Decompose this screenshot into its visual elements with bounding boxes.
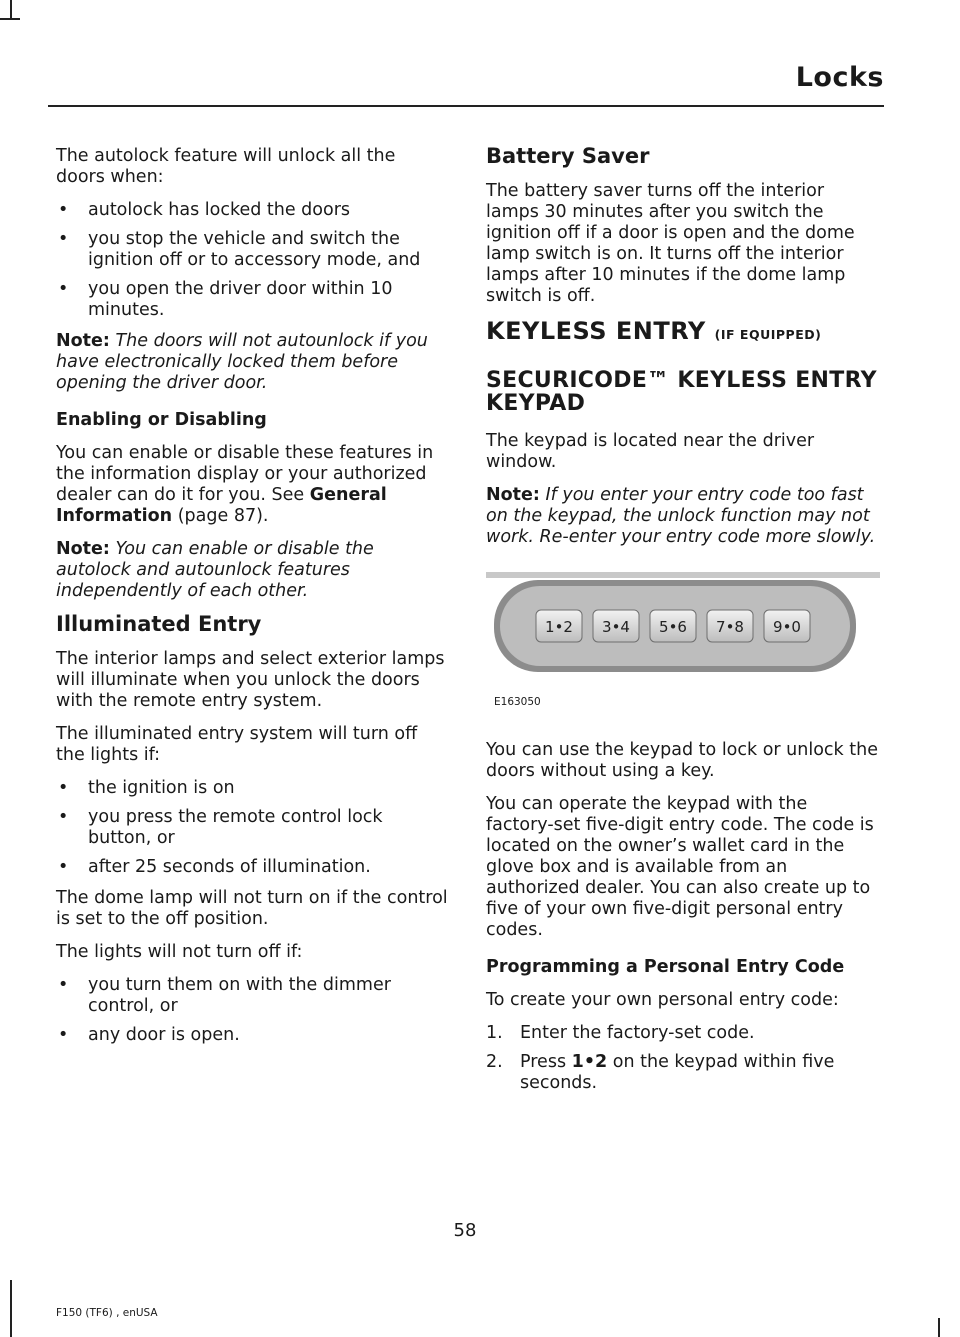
note-label: Note: — [56, 539, 110, 559]
list-item: • you turn them on with the dimmer control, or — [56, 975, 448, 1017]
section-heading-illuminated: Illuminated Entry — [56, 612, 262, 636]
crop-mark — [0, 18, 20, 20]
note-text: You can enable or disable the autolock and autounlock features independently of each other. — [56, 539, 374, 601]
list-item — [486, 1023, 880, 1044]
note-label: Note: — [486, 485, 540, 505]
section-heading-battery: Battery Saver — [486, 144, 650, 168]
if-equipped-label: (IF EQUIPPED) — [714, 327, 822, 342]
lights-on-bullet-list — [56, 975, 448, 1046]
footer-edition: F150 (TF6) , enUSA — [56, 1307, 158, 1319]
section-heading-enabling: Enabling or Disabling — [56, 410, 267, 430]
note-text: The doors will not autounlock if you have electronically locked them before opening the driver door. — [56, 331, 428, 393]
create-code-paragraph: To create your own personal entry code: — [486, 990, 839, 1010]
list-item: • you open the driver door within 10 minutes. — [56, 279, 448, 321]
programming-steps — [486, 1023, 880, 1094]
operate-keypad-paragraph: You can operate the keypad with the factory-set five-digit entry code. The code is located on the owner’s wallet card in the glove box and is available from an authorized dealer. You can also create up to five of your own five-digit personal entry codes. — [486, 794, 874, 940]
crop-mark — [938, 1318, 940, 1337]
enabling-text: You can enable or disable these features in the information display or your authorized dealer can do it for you. See — [56, 443, 434, 505]
keypad-key-label: 5•6 — [659, 618, 687, 636]
autolock-intro: The autolock feature will unlock all the doors when: — [56, 146, 396, 187]
step-text-post: on the keypad within five seconds. — [520, 1052, 835, 1093]
note-entry-speed — [486, 485, 880, 548]
lights-not-off-paragraph: The lights will not turn off if: — [56, 942, 303, 962]
keypad-location-paragraph: The keypad is located near the driver window. — [486, 431, 815, 472]
figure-id: E163050 — [494, 696, 541, 708]
list-item: • the ignition is on — [56, 778, 448, 799]
list-item: • autolock has locked the doors — [56, 200, 448, 221]
step-text: Enter the factory-set code. — [520, 1023, 755, 1043]
illuminated-paragraph-1: The interior lamps and select exterior lamps will illuminate when you unlock the doors with the remote entry system. — [56, 649, 445, 711]
page-title: Locks — [795, 62, 884, 93]
note-autounlock — [56, 331, 448, 394]
window-trim — [486, 572, 880, 578]
section-heading-securicode: SECURICODE™ KEYLESS ENTRY KEYPAD — [486, 368, 877, 416]
crop-mark — [10, 0, 12, 20]
header-divider — [48, 105, 884, 107]
section-heading-keyless — [486, 317, 880, 345]
enabling-paragraph — [56, 443, 448, 527]
list-item: • after 25 seconds of illumination. — [56, 857, 448, 878]
page-reference: (page 87). — [177, 506, 269, 526]
list-item: • you stop the vehicle and switch the ignition off or to accessory mode, and — [56, 229, 448, 271]
keypad-illustration — [486, 572, 880, 692]
list-item: • you press the remote control lock button, or — [56, 807, 448, 849]
dome-lamp-paragraph: The dome lamp will not turn on if the control is set to the off position. — [56, 888, 448, 929]
page-number: 58 — [453, 1220, 477, 1241]
step-text-pre: Press — [520, 1052, 567, 1072]
general-information-link[interactable]: General Information — [56, 485, 387, 526]
battery-paragraph: The battery saver turns off the interior lamps 30 minutes after you switch the ignition off if a door is open and the dome lamp switch is on. It turns off the interior lamps after 10 minutes if the dome lamp switch is off. — [486, 181, 855, 306]
illuminated-paragraph-2: The illuminated entry system will turn off the lights if: — [56, 724, 418, 765]
keypad-key-label: 9•0 — [773, 618, 801, 636]
crop-mark — [10, 1280, 12, 1337]
list-item: • any door is open. — [56, 1025, 448, 1046]
autolock-bullet-list — [56, 200, 448, 321]
step-number: 2. — [486, 1052, 503, 1072]
keypad-figure — [486, 572, 880, 722]
step-number: 1. — [486, 1023, 503, 1043]
keypad-key-label: 3•4 — [602, 618, 630, 636]
list-item — [486, 1052, 880, 1094]
left-column — [56, 146, 448, 1056]
note-label: Note: — [56, 331, 110, 351]
note-independent — [56, 539, 448, 602]
keyless-title: KEYLESS ENTRY — [486, 317, 706, 345]
step-key-label: 1•2 — [571, 1052, 608, 1072]
use-keypad-paragraph: You can use the keypad to lock or unlock the doors without using a key. — [486, 740, 878, 781]
right-column — [486, 146, 880, 1102]
lights-off-bullet-list — [56, 778, 448, 878]
note-text: If you enter your entry code too fast on the keypad, the unlock function may not work. Re-enter your entry code more slowly. — [486, 485, 876, 547]
keypad-key-label: 7•8 — [716, 618, 744, 636]
keypad-key-label: 1•2 — [545, 618, 573, 636]
section-heading-programming: Programming a Personal Entry Code — [486, 957, 845, 977]
